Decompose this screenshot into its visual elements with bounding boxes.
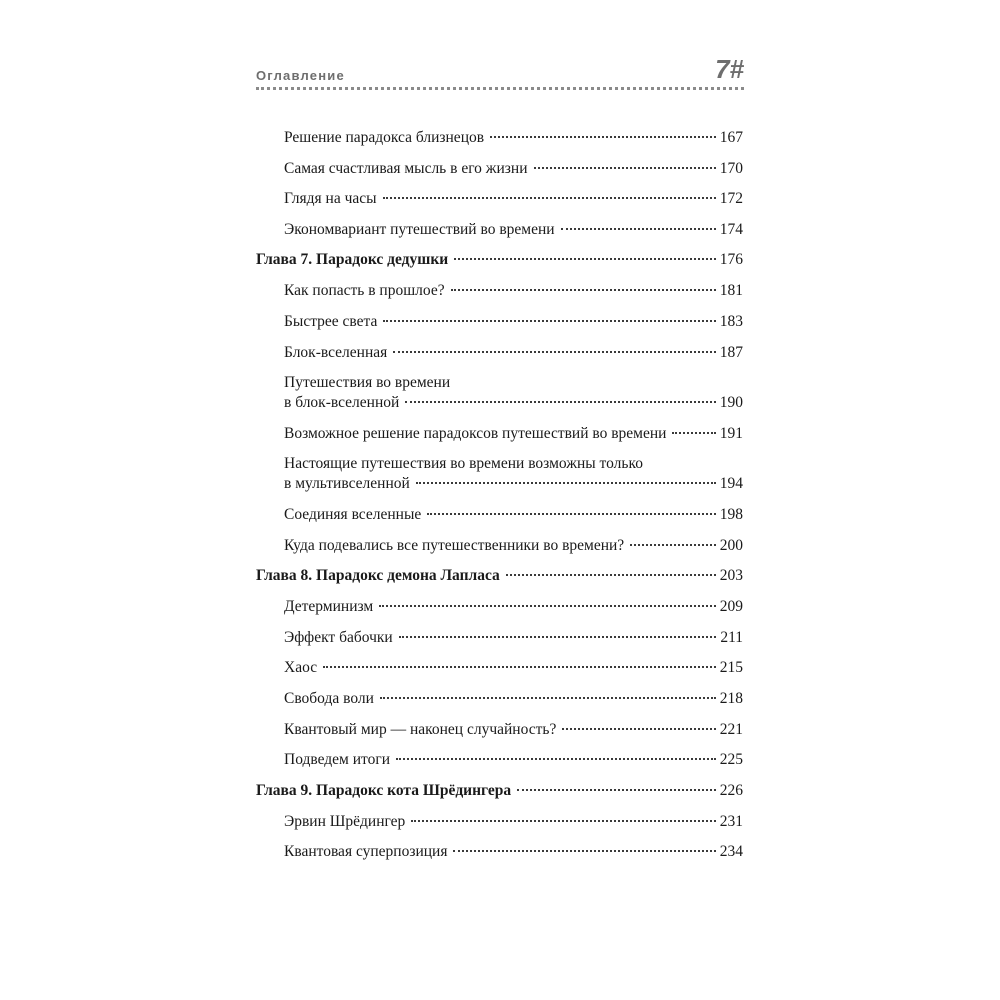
dot-leader — [383, 320, 715, 322]
toc-entry-page: 172 — [719, 190, 743, 208]
running-head-page-number: 7# — [715, 54, 744, 84]
toc-entry[interactable] — [256, 536, 743, 556]
toc-entry[interactable] — [256, 128, 743, 148]
toc-entry-title: Глядя на часы — [284, 190, 377, 208]
toc-entry[interactable] — [256, 505, 743, 525]
dot-leader — [427, 513, 716, 515]
toc-entry-title: Свобода воли — [284, 689, 374, 707]
toc-entry[interactable] — [256, 343, 743, 363]
toc-entry-title: Квантовый мир — наконец случайность? — [284, 720, 557, 738]
toc-entry-title: Самая счастливая мысль в его жизни — [284, 159, 528, 177]
table-of-contents — [256, 128, 743, 873]
toc-entry-title: Экономвариант путешествий во времени — [284, 220, 555, 238]
dot-leader — [517, 789, 716, 791]
dot-leader — [561, 228, 716, 230]
toc-entry[interactable] — [256, 454, 743, 494]
toc-entry-page: 209 — [719, 598, 743, 616]
dot-leader — [396, 758, 716, 760]
dot-leader — [451, 289, 716, 291]
toc-entry-title: Возможное решение парадоксов путешествий во времени — [284, 424, 667, 442]
toc-entry-page: 234 — [719, 843, 743, 861]
header-dotted-rule — [256, 87, 744, 90]
toc-entry[interactable] — [256, 597, 743, 617]
toc-entry[interactable] — [256, 312, 743, 332]
dot-leader — [383, 197, 716, 199]
toc-entry-page: 181 — [719, 282, 743, 300]
running-head-title: Оглавление — [256, 68, 345, 83]
toc-entry-title: Эффект бабочки — [284, 628, 393, 646]
toc-chapter-title: Глава 9. Парадокс кота Шрёдингера — [256, 781, 512, 799]
toc-entry[interactable] — [256, 842, 743, 862]
toc-entry-title: Подведем итоги — [284, 751, 391, 769]
dot-leader — [506, 574, 716, 576]
toc-entry-page: 198 — [719, 505, 743, 523]
toc-entry-page: 194 — [719, 475, 743, 493]
toc-entry-title: Куда подевались все путешественники во времени? — [284, 536, 625, 554]
dot-leader — [630, 544, 716, 546]
toc-entry-page: 211 — [720, 628, 743, 646]
toc-entry-title: Соединяя вселенные — [284, 505, 422, 523]
toc-entry-title: Решение парадокса близнецов — [284, 129, 485, 146]
toc-entry[interactable] — [256, 689, 743, 709]
toc-entry[interactable] — [256, 220, 743, 240]
toc-entry-title: Квантовая суперпозиция — [284, 843, 448, 861]
toc-entry[interactable] — [256, 159, 743, 179]
toc-entry[interactable] — [256, 658, 743, 678]
toc-entry-title: в мультивселенной — [284, 475, 410, 493]
dot-leader — [323, 666, 716, 668]
dot-leader — [453, 850, 715, 852]
toc-entry-page: 183 — [719, 312, 743, 330]
dot-leader — [379, 605, 716, 607]
toc-chapter-title: Глава 7. Парадокс дедушки — [256, 251, 449, 269]
toc-entry-page: 167 — [719, 129, 743, 146]
toc-chapter-title: Глава 8. Парадокс демона Лапласа — [256, 567, 500, 585]
dot-leader — [490, 136, 716, 138]
dot-leader — [454, 258, 716, 260]
toc-chapter-8[interactable] — [256, 566, 743, 586]
toc-entry-title: Хаос — [284, 659, 318, 677]
toc-entry-page: 187 — [719, 343, 743, 361]
toc-entry-title: Быстрее света — [284, 312, 378, 330]
toc-entry-title: Детерминизм — [284, 598, 374, 616]
toc-chapter-page: 176 — [719, 251, 743, 269]
toc-entry-page: 221 — [719, 720, 743, 738]
toc-entry-title: Эрвин Шрёдингер — [284, 812, 406, 830]
toc-entry-page: 218 — [719, 689, 743, 707]
running-header — [256, 54, 744, 90]
toc-entry-page: 231 — [719, 812, 743, 830]
toc-entry-title-line1: Настоящие путешествия во времени возможны только — [284, 455, 643, 473]
toc-entry-page: 225 — [719, 751, 743, 769]
dot-leader — [562, 728, 715, 730]
dot-leader — [399, 636, 717, 638]
toc-chapter-7[interactable] — [256, 250, 743, 270]
toc-entry-page: 200 — [719, 536, 743, 554]
toc-entry-page: 191 — [719, 424, 743, 442]
toc-entry-title: Как попасть в прошлое? — [284, 282, 445, 300]
dot-leader — [380, 697, 716, 699]
toc-entry[interactable] — [256, 189, 743, 209]
dot-leader — [411, 820, 715, 822]
dot-leader — [393, 351, 715, 353]
toc-chapter-page: 203 — [719, 567, 743, 585]
toc-entry-page: 215 — [719, 659, 743, 677]
toc-entry-page: 190 — [719, 394, 743, 412]
toc-entry[interactable] — [256, 281, 743, 301]
toc-entry[interactable] — [256, 812, 743, 832]
dot-leader — [534, 167, 716, 169]
toc-entry-page: 170 — [719, 159, 743, 177]
toc-entry-page: 174 — [719, 220, 743, 238]
toc-entry-title: в блок-вселенной — [284, 394, 400, 412]
toc-entry-title: Блок-вселенная — [284, 343, 388, 361]
toc-entry-title-line1: Путешествия во времени — [284, 374, 451, 392]
dot-leader — [405, 401, 715, 403]
toc-entry[interactable] — [256, 628, 743, 648]
toc-entry[interactable] — [256, 720, 743, 740]
toc-chapter-9[interactable] — [256, 781, 743, 801]
dot-leader — [672, 432, 715, 434]
dot-leader — [416, 482, 716, 484]
toc-entry[interactable] — [256, 373, 743, 413]
toc-chapter-page: 226 — [719, 781, 743, 799]
toc-entry[interactable] — [256, 750, 743, 770]
toc-entry[interactable] — [256, 424, 743, 444]
